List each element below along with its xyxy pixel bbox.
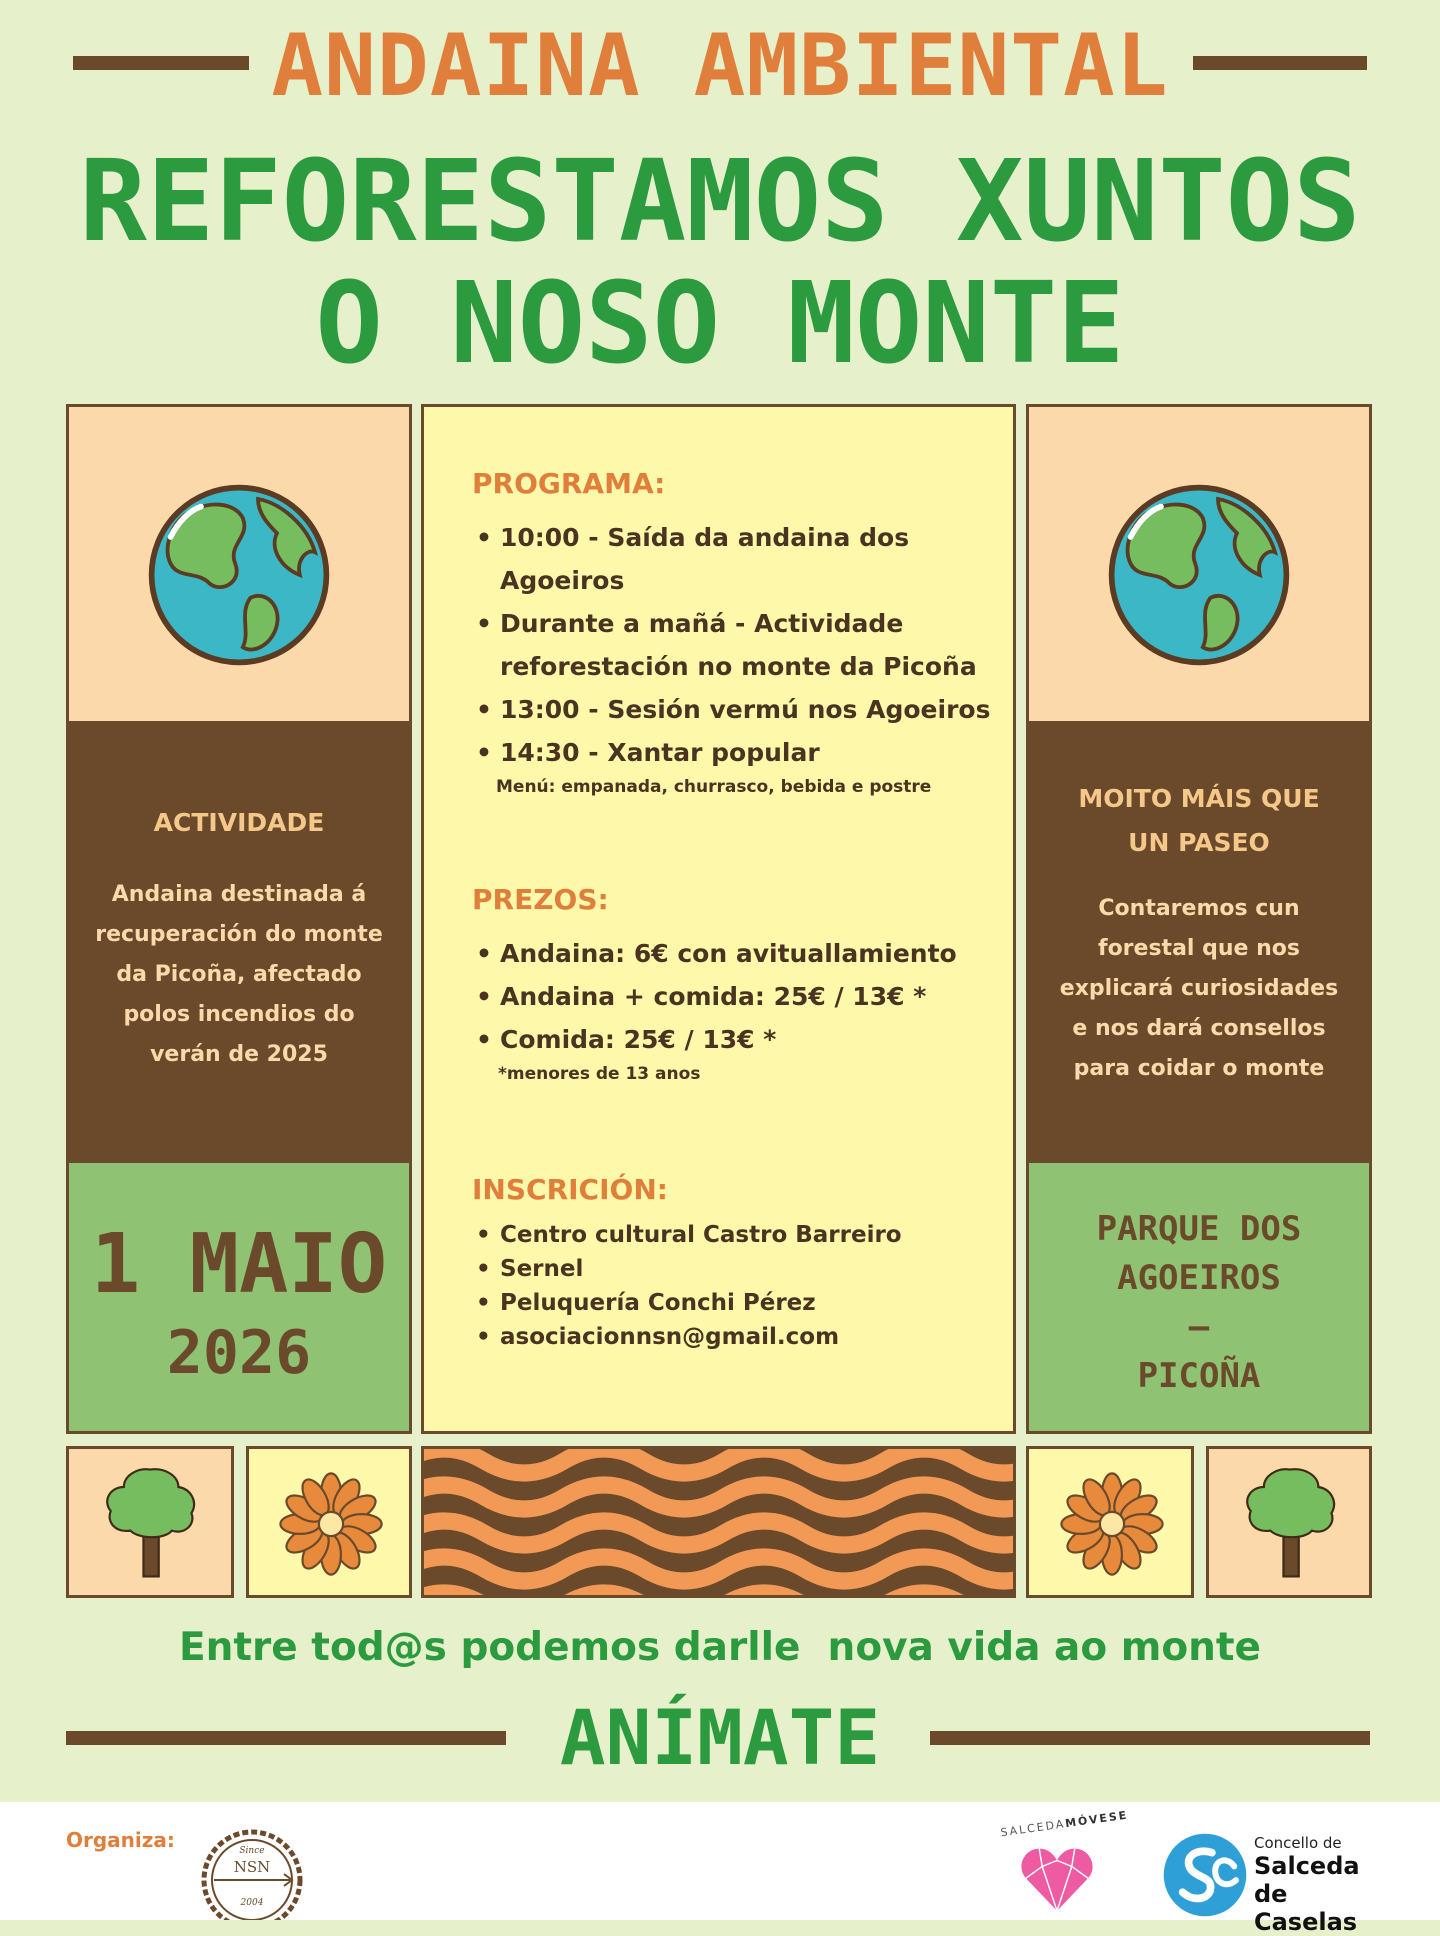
flower-icon xyxy=(276,1469,386,1579)
concello-name: Salceda xyxy=(1254,1852,1360,1880)
main-title-line1: REFORESTAMOS XUNTOS xyxy=(79,137,1361,267)
activity-panel xyxy=(66,722,412,1164)
concello-name-2: de Caselas xyxy=(1254,1880,1358,1936)
nsn-logo xyxy=(200,1828,304,1920)
registration-heading: INSCRICIÓN: xyxy=(472,1173,668,1206)
description-line: explicará curiosidades xyxy=(1059,976,1339,1001)
date-panel xyxy=(66,1160,412,1434)
registration-email[interactable]: • asociacionnsn@gmail.com xyxy=(472,1320,992,1354)
age-note: *menores de 13 anos xyxy=(498,1064,701,1084)
event-type-title: ANDAINA AMBIENTAL xyxy=(271,16,1169,116)
movese-word: MÓVESE xyxy=(1064,1808,1129,1831)
program-heading: PROGRAMA: xyxy=(472,467,666,500)
description-line: forestal que nos xyxy=(1098,936,1300,961)
menu-note: Menú: empanada, churrasco, bebida e postre xyxy=(496,777,932,797)
salceda-movese-logo xyxy=(994,1808,1129,1920)
more-than-walk-description xyxy=(1029,889,1369,1089)
earth-globe-icon xyxy=(144,480,334,670)
location-line: AGOEIROS xyxy=(1117,1258,1281,1298)
registration-list xyxy=(472,1218,992,1354)
concello-logo xyxy=(1162,1832,1392,1936)
program-item: • 14:30 - Xantar popular xyxy=(472,731,992,774)
organizer-label: Organiza: xyxy=(66,1828,175,1852)
cta-heading: ANÍMATE xyxy=(559,1693,881,1782)
registration-item: • Sernel xyxy=(472,1252,992,1286)
activity-line: verán de 2025 xyxy=(150,1042,328,1067)
activity-line: Andaina destinada á xyxy=(111,882,367,907)
registration-item: • Centro cultural Castro Barreiro xyxy=(472,1218,992,1252)
registration-section xyxy=(472,1173,992,1354)
concello-emblem-icon xyxy=(1162,1832,1248,1918)
program-item: • Durante a mañá - Actividade reforestación no monte da Picoña xyxy=(472,602,992,688)
more-than-walk-panel xyxy=(1026,722,1372,1164)
info-panel xyxy=(421,404,1016,1434)
nsn-year: 2004 xyxy=(240,1898,264,1908)
tree-icon xyxy=(1235,1463,1345,1583)
program-item: • 13:00 - Sesión vermú nos Agoeiros xyxy=(472,688,992,731)
location-name xyxy=(1029,1205,1369,1401)
salceda-word: SALCEDA xyxy=(999,1817,1067,1840)
tree-icon xyxy=(95,1463,205,1583)
prices-section xyxy=(472,883,992,1087)
location-panel xyxy=(1026,1160,1372,1434)
activity-line: da Picoña, afectado xyxy=(116,962,362,987)
more-than-walk-heading xyxy=(1029,777,1369,865)
price-item: • Andaina + comida: 25€ / 13€ * xyxy=(472,975,992,1018)
activity-description xyxy=(69,875,409,1075)
wave-pattern-tile xyxy=(421,1446,1016,1598)
location-line: PARQUE DOS xyxy=(1096,1209,1302,1249)
nsn-name: NSN xyxy=(233,1858,271,1876)
earth-globe-icon xyxy=(1104,480,1294,670)
salceda-movese-text xyxy=(999,1808,1129,1840)
flower-tile-left xyxy=(246,1446,412,1598)
activity-line: polos incendios do xyxy=(123,1002,355,1027)
event-date-year: 2026 xyxy=(166,1318,312,1388)
left-globe-panel xyxy=(66,404,412,724)
tree-tile-left xyxy=(66,1446,234,1598)
flower-icon xyxy=(1057,1469,1167,1579)
activity-heading: ACTIVIDADE xyxy=(153,808,325,837)
more-than-walk-heading-line: UN PASEO xyxy=(1128,828,1270,857)
description-line: e nos dará consellos xyxy=(1072,1016,1326,1041)
right-globe-panel xyxy=(1026,404,1372,724)
location-line: PICOÑA xyxy=(1137,1356,1261,1396)
more-than-walk-heading-line: MOITO MÁIS QUE xyxy=(1078,784,1320,813)
footer xyxy=(0,1802,1440,1936)
nsn-since: Since xyxy=(239,1846,265,1856)
program-list xyxy=(472,516,992,774)
program-section xyxy=(472,467,992,800)
heart-icon xyxy=(1020,1844,1094,1914)
activity-line: recuperación do monte xyxy=(95,922,383,947)
main-title-line2: O NOSO MONTE xyxy=(315,259,1125,389)
concello-label: Concello de xyxy=(1254,1834,1342,1852)
description-line: para coidar o monte xyxy=(1073,1056,1325,1081)
price-item: • Comida: 25€ / 13€ * xyxy=(472,1018,992,1061)
prices-heading: PREZOS: xyxy=(472,883,609,916)
wave-pattern xyxy=(424,1449,1013,1595)
event-date-day: 1 MAIO xyxy=(90,1217,388,1312)
description-line: Contaremos cun xyxy=(1098,896,1300,921)
registration-item: • Peluquería Conchi Pérez xyxy=(472,1286,992,1320)
program-item: • 10:00 - Saída da andaina dos Agoeiros xyxy=(472,516,992,602)
price-item: • Andaina: 6€ con avituallamiento xyxy=(472,932,992,975)
location-dash: – xyxy=(1188,1307,1210,1347)
tree-tile-right xyxy=(1206,1446,1372,1598)
slogan: Entre tod@s podemos darlle nova vida ao monte xyxy=(178,1625,1262,1670)
prices-list xyxy=(472,932,992,1061)
flower-tile-right xyxy=(1026,1446,1194,1598)
